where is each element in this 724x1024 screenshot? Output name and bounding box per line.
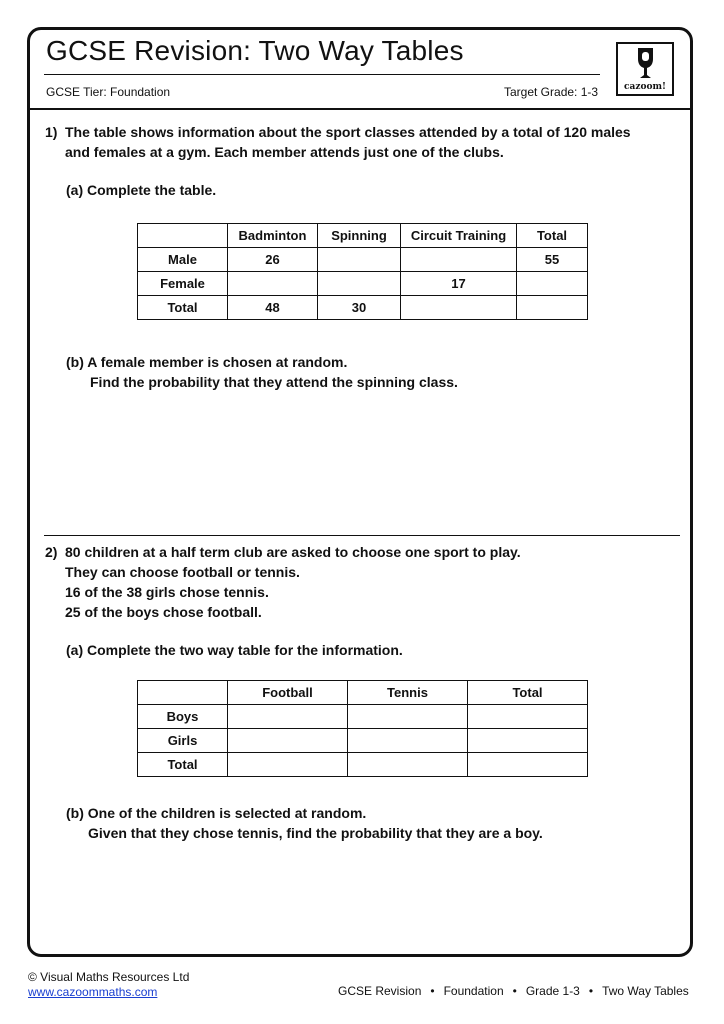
title-divider xyxy=(44,74,600,75)
q2-part-b-line: Given that they chose tennis, find the probability that they are a boy. xyxy=(88,825,543,841)
bullet-separator: • xyxy=(588,984,594,998)
q2-two-way-table xyxy=(137,680,588,777)
question-1 xyxy=(45,122,685,162)
q1-part-a: (a) Complete the table. xyxy=(66,182,217,198)
header-divider xyxy=(29,108,693,110)
table-cell[interactable] xyxy=(228,705,348,729)
cazoom-logo xyxy=(616,42,674,96)
table-cell[interactable] xyxy=(318,248,401,272)
table-row-label: Total xyxy=(138,296,228,320)
table-header-cell: Badminton xyxy=(228,224,318,248)
table-row xyxy=(138,272,588,296)
q2-part-a: (a) Complete the two way table for the information. xyxy=(66,642,403,658)
footer-crumb: Two Way Tables xyxy=(602,984,689,998)
footer-crumb: GCSE Revision xyxy=(338,984,422,998)
table-cell[interactable]: 26 xyxy=(228,248,318,272)
table-cell[interactable] xyxy=(228,753,348,777)
question-number: 1) xyxy=(45,124,58,140)
question-text-line: and females at a gym. Each member attends just one of the clubs. xyxy=(65,144,504,160)
question-text-line: 25 of the boys chose football. xyxy=(65,604,262,620)
page-title: GCSE Revision: Two Way Tables xyxy=(46,35,464,66)
table-cell[interactable]: 30 xyxy=(318,296,401,320)
table-cell[interactable] xyxy=(401,248,517,272)
table-header-cell: Football xyxy=(228,681,348,705)
q1-two-way-table xyxy=(137,223,588,320)
bullet-separator: • xyxy=(430,984,435,998)
question-number: 2) xyxy=(45,544,58,560)
table-row-label: Male xyxy=(138,248,228,272)
table-row-label: Total xyxy=(138,753,228,777)
bullet-separator: • xyxy=(512,984,517,998)
table-row xyxy=(138,729,588,753)
table-cell[interactable] xyxy=(468,705,588,729)
footer-crumb: Grade 1-3 xyxy=(525,984,580,998)
q1-part-b-line: (b) A female member is chosen at random. xyxy=(66,354,348,370)
question-divider xyxy=(44,535,680,536)
table-cell[interactable] xyxy=(468,729,588,753)
table-cell[interactable] xyxy=(468,753,588,777)
table-row xyxy=(138,248,588,272)
table-row-label: Boys xyxy=(138,705,228,729)
table-row xyxy=(138,753,588,777)
table-cell[interactable]: 55 xyxy=(517,248,588,272)
table-corner-cell xyxy=(138,224,228,248)
question-text-line: They can choose football or tennis. xyxy=(65,564,300,580)
table-header-row xyxy=(138,681,588,705)
table-cell[interactable] xyxy=(228,729,348,753)
table-row xyxy=(138,296,588,320)
table-header-cell: Circuit Training xyxy=(401,224,517,248)
footer-breadcrumb xyxy=(338,984,689,998)
question-2 xyxy=(45,542,685,622)
table-row xyxy=(138,705,588,729)
table-cell[interactable] xyxy=(318,272,401,296)
table-cell[interactable]: 17 xyxy=(401,272,517,296)
table-row-label: Girls xyxy=(138,729,228,753)
q1-part-b xyxy=(66,352,458,392)
copyright-text: © Visual Maths Resources Ltd xyxy=(28,970,190,984)
table-header-cell: Total xyxy=(517,224,588,248)
table-cell[interactable] xyxy=(517,272,588,296)
q2-part-b xyxy=(66,803,543,843)
question-text-line: The table shows information about the sport classes attended by a total of 120 males xyxy=(65,124,631,140)
table-cell[interactable]: 48 xyxy=(228,296,318,320)
trophy-icon xyxy=(637,47,654,79)
table-corner-cell xyxy=(138,681,228,705)
question-text-line: 16 of the 38 girls chose tennis. xyxy=(65,584,269,600)
question-text-line: 80 children at a half term club are asked to choose one sport to play. xyxy=(65,544,521,560)
table-cell[interactable] xyxy=(401,296,517,320)
table-cell[interactable] xyxy=(517,296,588,320)
website-link[interactable]: www.cazoommaths.com xyxy=(28,985,158,999)
table-header-row xyxy=(138,224,588,248)
table-cell[interactable] xyxy=(228,272,318,296)
table-cell[interactable] xyxy=(348,753,468,777)
table-header-cell: Tennis xyxy=(348,681,468,705)
table-cell[interactable] xyxy=(348,705,468,729)
footer-credits xyxy=(28,970,189,1000)
footer-crumb: Foundation xyxy=(443,984,504,998)
table-header-cell: Spinning xyxy=(318,224,401,248)
target-grade-label: Target Grade: 1-3 xyxy=(504,85,599,99)
tier-label: GCSE Tier: Foundation xyxy=(46,85,171,99)
table-cell[interactable] xyxy=(348,729,468,753)
table-header-cell: Total xyxy=(468,681,588,705)
q2-part-b-line: (b) One of the children is selected at random. xyxy=(66,805,367,821)
q1-part-b-line: Find the probability that they attend the spinning class. xyxy=(90,374,458,390)
logo-text: cazoom! xyxy=(624,82,666,92)
table-row-label: Female xyxy=(138,272,228,296)
